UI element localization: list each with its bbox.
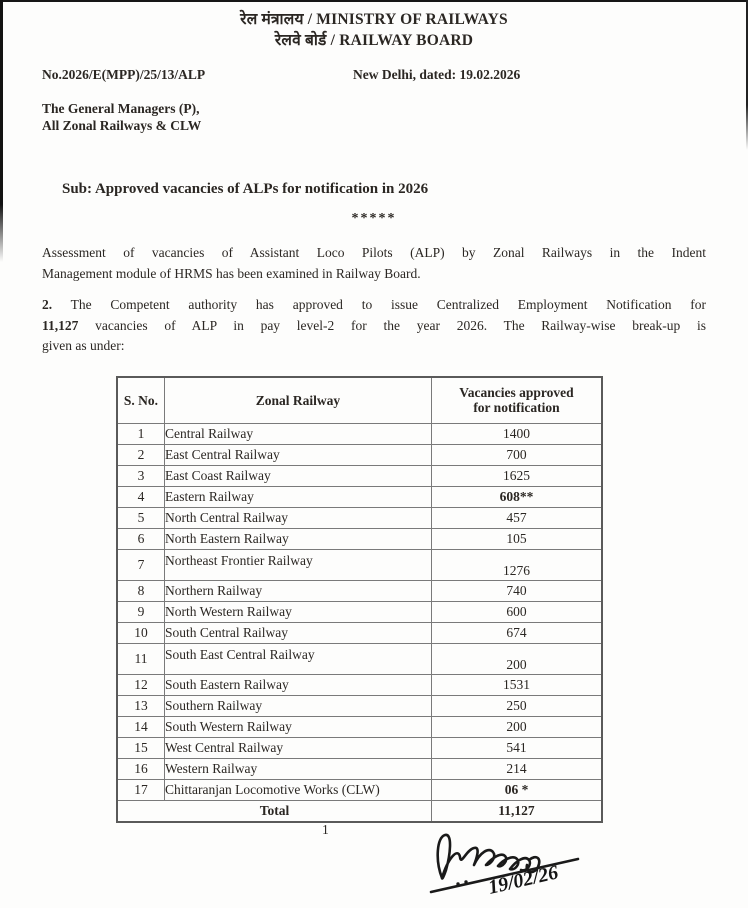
header-sno: S. No. bbox=[117, 377, 165, 423]
signature-date: 19/02/26 bbox=[486, 861, 561, 899]
table-row bbox=[117, 486, 602, 507]
header-zonal-railway: Zonal Railway bbox=[165, 377, 432, 423]
vacancies-cell: 200 bbox=[432, 643, 603, 674]
addressee-line2: All Zonal Railways & CLW bbox=[42, 118, 202, 133]
railway-cell: North Western Railway bbox=[165, 601, 432, 622]
page-number: 1 bbox=[322, 822, 329, 837]
vacancies-cell: 200 bbox=[432, 716, 603, 737]
railway-cell: Western Railway bbox=[165, 758, 432, 779]
star-separator: ***** bbox=[351, 211, 397, 226]
vacancies-cell: 674 bbox=[432, 622, 603, 643]
signature-dot bbox=[464, 880, 467, 883]
reference-number: No.2026/E(MPP)/25/13/ALP bbox=[42, 67, 206, 82]
place-and-date: New Delhi, dated: 19.02.2026 bbox=[353, 67, 521, 82]
table-row bbox=[117, 601, 602, 622]
sno-cell: 5 bbox=[117, 507, 165, 528]
vacancies-cell: 1400 bbox=[432, 423, 603, 444]
sno-cell: 11 bbox=[117, 643, 165, 674]
railway-cell: South Western Railway bbox=[165, 716, 432, 737]
table-row bbox=[117, 737, 602, 758]
sno-cell: 6 bbox=[117, 528, 165, 549]
vacancies-cell: 105 bbox=[432, 528, 603, 549]
railway-cell: Northern Railway bbox=[165, 580, 432, 601]
header-vacancies bbox=[432, 377, 603, 423]
header-vacancies-line1: Vacancies approved bbox=[459, 385, 574, 401]
scan-artifact-top-edge bbox=[0, 0, 748, 2]
signature-dot bbox=[456, 882, 459, 885]
subject-line: Sub: Approved vacancies of ALPs for notification in 2026 bbox=[62, 181, 429, 197]
sno-cell: 3 bbox=[117, 465, 165, 486]
table-row bbox=[117, 465, 602, 486]
sno-cell: 17 bbox=[117, 779, 165, 800]
railway-cell: Southern Railway bbox=[165, 695, 432, 716]
railway-cell: South Central Railway bbox=[165, 622, 432, 643]
vacancies-cell: 214 bbox=[432, 758, 603, 779]
vacancies-cell: 06 * bbox=[432, 779, 603, 800]
table-row bbox=[117, 695, 602, 716]
handwritten-signature-icon bbox=[428, 824, 654, 908]
header-row bbox=[117, 377, 602, 423]
sno-cell: 16 bbox=[117, 758, 165, 779]
paragraph-2-line2 bbox=[42, 316, 706, 337]
vacancies-cell: 600 bbox=[432, 601, 603, 622]
total-label-cell: Total bbox=[117, 800, 432, 822]
vacancy-table-body bbox=[117, 423, 602, 800]
vacancies-cell: 740 bbox=[432, 580, 603, 601]
railway-cell: East Central Railway bbox=[165, 444, 432, 465]
railway-cell: East Coast Railway bbox=[165, 465, 432, 486]
paragraph-2-line1 bbox=[42, 295, 706, 316]
table-row bbox=[117, 716, 602, 737]
sno-cell: 1 bbox=[117, 423, 165, 444]
paragraph-1-line1: Assessment of vacancies of Assistant Loco Pilots (ALP) by Zonal Railways in the Indent bbox=[42, 245, 706, 260]
sno-cell: 15 bbox=[117, 737, 165, 758]
header-vacancies-line2: for notification bbox=[473, 400, 560, 416]
vacancies-cell: 1276 bbox=[432, 549, 603, 580]
railway-cell: Chittaranjan Locomotive Works (CLW) bbox=[165, 779, 432, 800]
addressee-block bbox=[42, 100, 201, 134]
table-row bbox=[117, 549, 602, 580]
ministry-header-line1: रेल मंत्रालय / MINISTRY OF RAILWAYS bbox=[240, 11, 508, 28]
vacancies-cell: 608** bbox=[432, 486, 603, 507]
vacancies-cell: 250 bbox=[432, 695, 603, 716]
vacancy-table-footer bbox=[117, 800, 602, 822]
total-value-cell: 11,127 bbox=[432, 800, 603, 822]
railway-board-header-line2: रेलवे बोर्ड / RAILWAY BOARD bbox=[274, 32, 474, 49]
table-row bbox=[117, 622, 602, 643]
sno-cell: 13 bbox=[117, 695, 165, 716]
railway-cell: South East Central Railway bbox=[165, 643, 432, 674]
railway-cell: Northeast Frontier Railway bbox=[165, 549, 432, 580]
sno-cell: 2 bbox=[117, 444, 165, 465]
table-row bbox=[117, 758, 602, 779]
railway-cell: North Eastern Railway bbox=[165, 528, 432, 549]
table-row bbox=[117, 507, 602, 528]
para2-line2-text: vacancies of ALP in pay level-2 for the year 2026. The Railway-wise break-up is bbox=[78, 317, 706, 333]
sno-cell: 7 bbox=[117, 549, 165, 580]
railway-cell: South Eastern Railway bbox=[165, 674, 432, 695]
paragraph-1-line2: Management module of HRMS has been examined in Railway Board. bbox=[42, 265, 421, 281]
vacancies-cell: 1531 bbox=[432, 674, 603, 695]
railway-cell: Eastern Railway bbox=[165, 486, 432, 507]
paragraph-1 bbox=[42, 243, 706, 284]
vacancies-cell: 1625 bbox=[432, 465, 603, 486]
vacancy-table-header bbox=[117, 377, 602, 423]
table-row bbox=[117, 643, 602, 674]
railway-cell: Central Railway bbox=[165, 423, 432, 444]
paragraph-2 bbox=[42, 295, 706, 357]
table-row bbox=[117, 674, 602, 695]
addressee-line1: The General Managers (P), bbox=[42, 101, 200, 116]
vacancy-table bbox=[116, 376, 603, 823]
sno-cell: 9 bbox=[117, 601, 165, 622]
railway-cell: West Central Railway bbox=[165, 737, 432, 758]
signature-block bbox=[428, 824, 654, 908]
paragraph-2-line3: given as under: bbox=[42, 338, 125, 353]
sno-cell: 4 bbox=[117, 486, 165, 507]
vacancies-cell: 700 bbox=[432, 444, 603, 465]
table-row bbox=[117, 528, 602, 549]
table-row bbox=[117, 779, 602, 800]
sno-cell: 12 bbox=[117, 674, 165, 695]
sno-cell: 14 bbox=[117, 716, 165, 737]
vacancies-cell: 457 bbox=[432, 507, 603, 528]
table-row bbox=[117, 444, 602, 465]
sno-cell: 8 bbox=[117, 580, 165, 601]
vacancies-cell: 541 bbox=[432, 737, 603, 758]
para2-vacancy-count: 11,127 bbox=[42, 317, 79, 333]
total-row bbox=[117, 800, 602, 822]
para2-line1-text: The Competent authority has approved to issue Centralized Employment Notification for bbox=[52, 297, 706, 312]
para2-number-prefix: 2. bbox=[42, 297, 53, 312]
table-row bbox=[117, 580, 602, 601]
railway-cell: North Central Railway bbox=[165, 507, 432, 528]
table-row bbox=[117, 423, 602, 444]
sno-cell: 10 bbox=[117, 622, 165, 643]
